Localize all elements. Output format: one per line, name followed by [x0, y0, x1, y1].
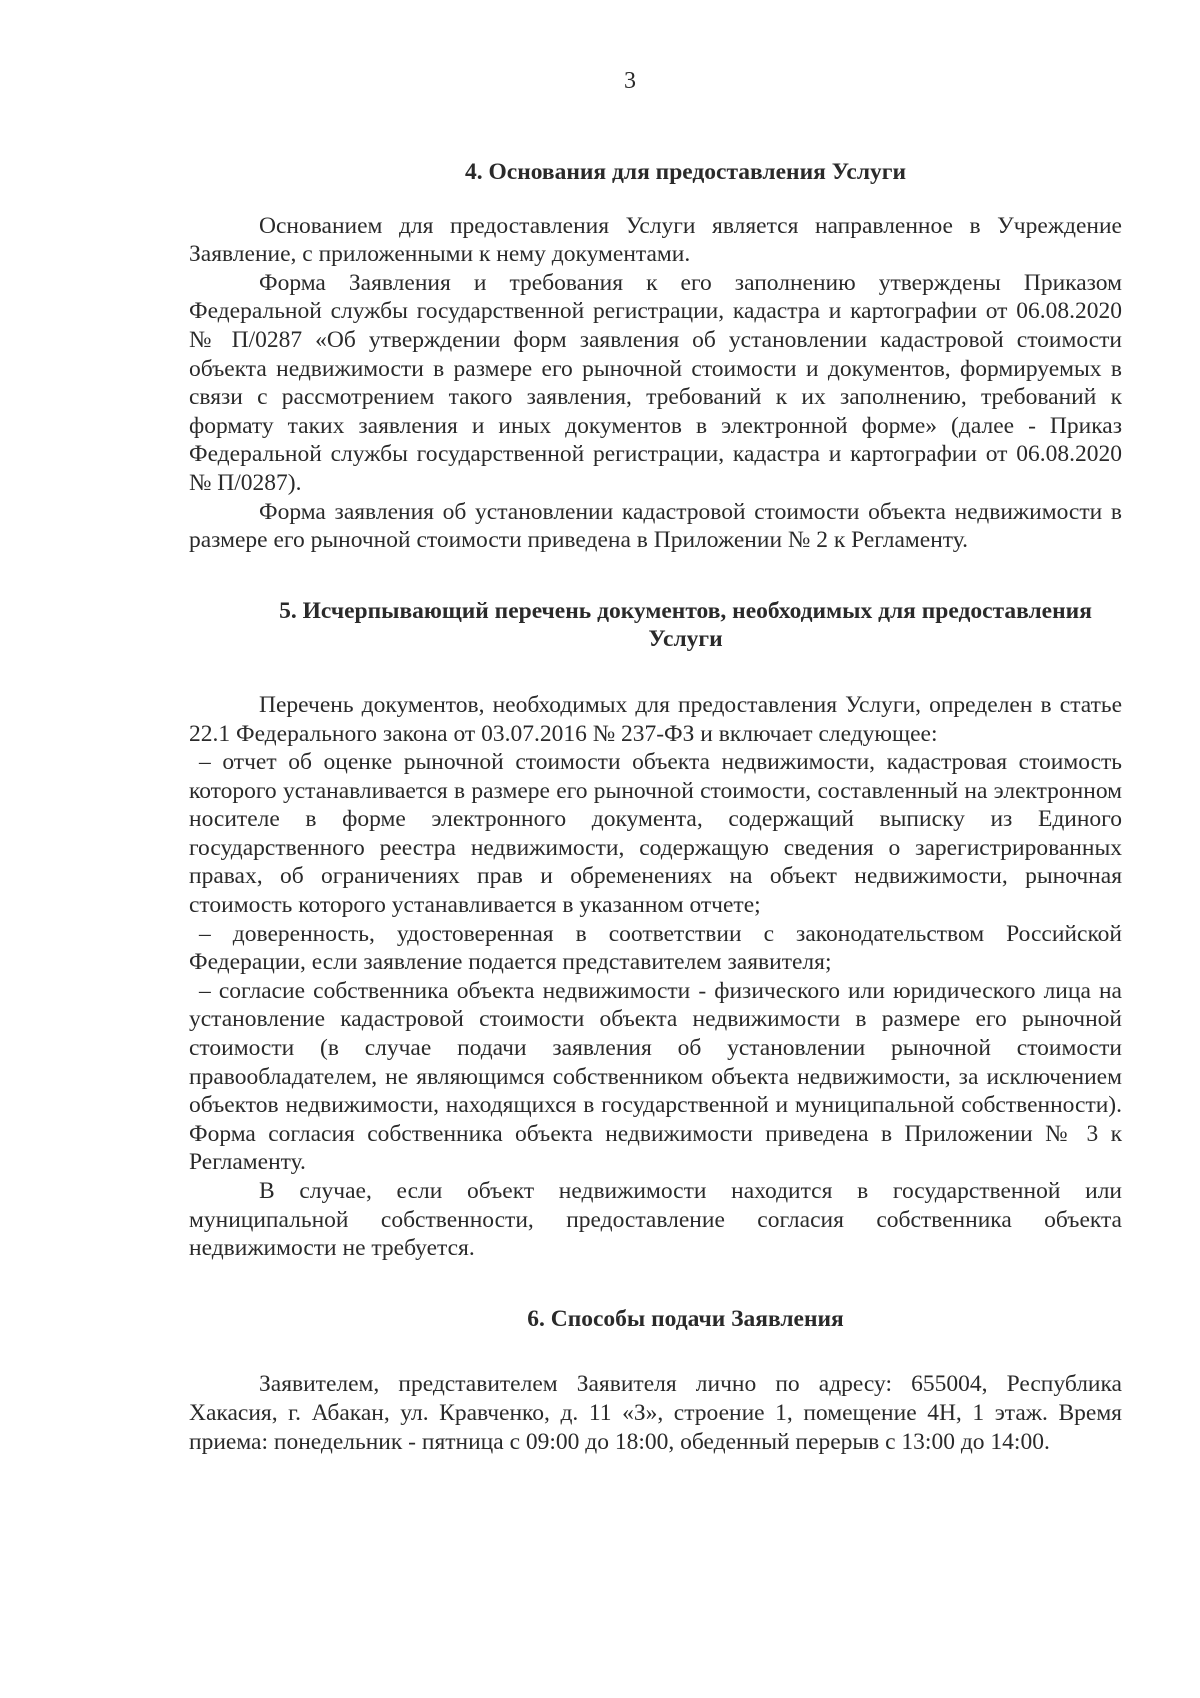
section-5-intro: Перечень документов, необходимых для предоставления Услуги, определен в статье 22.1 Федерального закона от 03.07.2016 № 237-ФЗ и включает следующее: — [189, 691, 1122, 747]
section-5-closing: В случае, если объект недвижимости находится в государственной или муниципальной собственности, предоставление согласия собственника объекта недвижимости не требуется. — [189, 1178, 1122, 1262]
section-4-paragraph: Форма заявления об установлении кадастровой стоимости объекта недвижимости в размере его рыночной стоимости приведена в Приложении № 2 к Регламенту. — [189, 498, 1122, 554]
section-5-heading: 5. Исчерпывающий перечень документов, необходимых для предоставления Услуги — [279, 597, 1092, 653]
document-body — [189, 158, 1122, 1456]
section-6-paragraph: Заявителем, представителем Заявителя лично по адресу: 655004, Республика Хакасия, г. Абакан, ул. Кравченко, д. 11 «З», строение 1, помещение 4Н, 1 этаж. Время приема: понедельник - пятница с 09:00 до 18:00, обеденный перерыв с 13:00 до 14:00. — [189, 1371, 1122, 1455]
section-4-paragraph: Основанием для предоставления Услуги является направленное в Учреждение Заявление, с приложенными к нему документами. — [189, 212, 1122, 268]
section-4-paragraph: Форма Заявления и требования к его заполнению утверждены Приказом Федеральной службы государственной регистрации, кадастра и картографии от 06.08.2020 № П/0287 «Об утверждении форм заявления об установлении кадастровой стоимости объекта недвижимости в размере его рыночной стоимости и документов, формируемых в связи с рассмотрением такого заявления, требований к их заполнению, требований к формату таких заявления и иных документов в электронной форме» (далее - Приказ Федеральной службы государственной регистрации, кадастра и картографии от 06.08.2020 № П/0287). — [189, 269, 1122, 496]
section-5-list-item: – доверенность, удостоверенная в соответствии с законодательством Российской Федерации, если заявление подается представителем заявителя; — [189, 920, 1122, 976]
section-5-list-item: – согласие собственника объекта недвижимости - физического или юридического лица на установление кадастровой стоимости объекта недвижимости в размере его рыночной стоимости (в случае подачи заявления об установлении рыночной стоимости правообладателем, не являющимся собственником объекта недвижимости, за исключением объектов недвижимости, находящихся в государственной и муниципальной собственности). Форма согласия собственника объекта недвижимости приведена в Приложении № 3 к Регламенту. — [189, 977, 1122, 1176]
section-4-heading: 4. Основания для предоставления Услуги — [464, 159, 906, 185]
page-number: 3 — [624, 68, 636, 94]
section-6-heading: 6. Способы подачи Заявления — [527, 1305, 844, 1332]
section-5-list-item: – отчет об оценке рыночной стоимости объекта недвижимости, кадастровая стоимость которого устанавливается в размере его рыночной стоимости, составленный на электронном носителе в форме электронного документа, содержащий выписку из Единого государственного реестра недвижимости, содержащую сведения о зарегистрированных правах, об ограничениях прав и обременениях на объект недвижимости, рыночная стоимость которого устанавливается в указанном отчете; — [189, 749, 1122, 919]
